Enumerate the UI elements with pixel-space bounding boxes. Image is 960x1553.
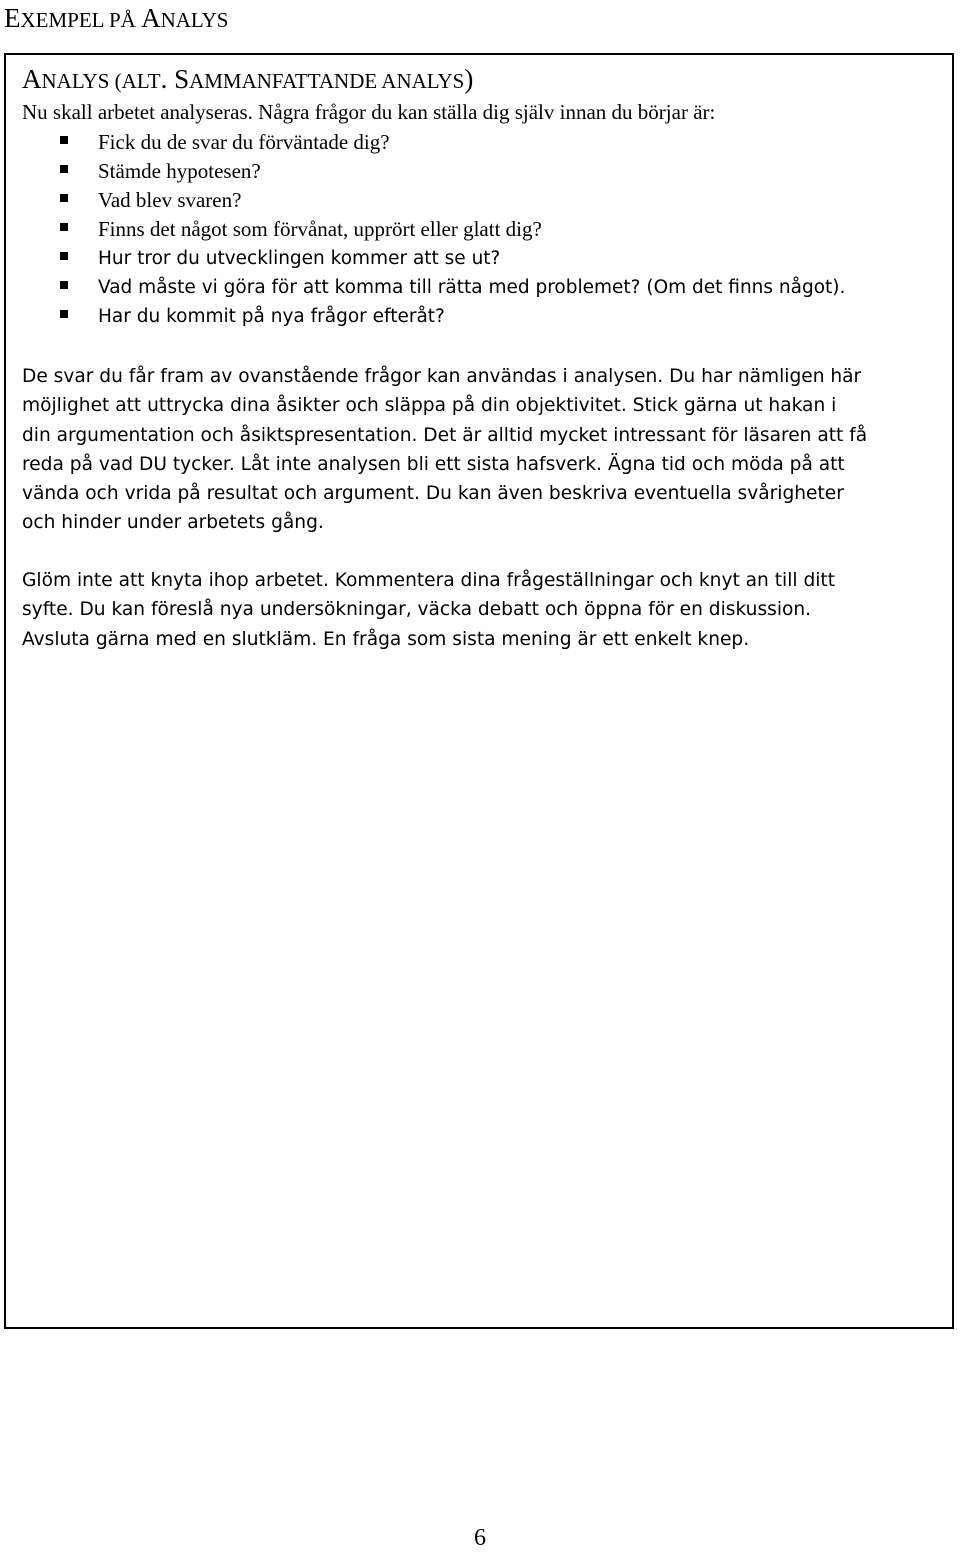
list-item-text: Vad blev svaren? [98,188,242,212]
square-bullet-icon [60,252,68,260]
paragraph-line: reda på vad DU tycker. Låt inte analysen bli ett sista hafsverk. Ägna tid och möda på att [22,453,845,475]
list-item-text: Hur tror du utvecklingen kommer att se ut? [98,248,501,269]
section-title-text-1: NALYS ( [41,69,122,93]
square-bullet-icon [60,136,68,144]
page-heading-text-2: NALYS [160,8,229,32]
section-title-alt: ALT [121,69,161,93]
intro-text: Nu skall arbetet analyseras. Några frågor du kan ställa dig själv innan du börjar är: [22,100,716,124]
list-item-text: Fick du de svar du förväntade dig? [98,130,390,154]
page-heading [4,3,228,35]
paragraph-line: Glöm inte att knyta ihop arbetet. Kommentera dina frågeställningar och knyt an till ditt [22,570,835,591]
section-title-cap-2: S [174,64,190,94]
page-number: 6 [474,1525,486,1551]
list-item-text: Stämde hypotesen? [98,159,261,183]
question-list [60,128,845,331]
square-bullet-icon [60,194,68,202]
paragraph-line: De svar du får fram av ovanstående frågor kan användas i analysen. Du har nämligen här [22,366,862,387]
section-title-dot: . [160,64,175,94]
paragraph-line: din argumentation och åsiktspresentation. Det är alltid mycket intressant för läsaren att få [22,424,868,446]
paragraph-conclusion [22,566,835,654]
page-heading-initial-e: E [4,3,21,33]
list-item [60,157,845,186]
list-item [60,244,845,273]
square-bullet-icon [60,281,68,289]
section-title [22,64,473,96]
list-item [60,273,845,302]
list-item [60,186,845,215]
section-title-text-2: AMMANFATTANDE ANALYS [189,69,465,93]
square-bullet-icon [60,165,68,173]
list-item [60,215,845,244]
paragraph-line: Avsluta gärna med en slutkläm. En fråga som sista mening är ett enkelt knep. [22,628,750,650]
section-title-cap-1: A [22,64,42,94]
page-heading-initial-a: A [141,3,161,33]
paragraph-line: syfte. Du kan föreslå nya undersökningar, väcka debatt och öppna för en diskussion. [22,599,812,621]
list-item [60,128,845,157]
paragraph-answers [22,362,867,538]
paragraph-line: vända och vrida på resultat och argument. Du kan även beskriva eventuella svårigheter [22,483,844,505]
square-bullet-icon [60,310,68,318]
list-item [60,302,845,331]
list-item-text: Finns det något som förvånat, upprört eller glatt dig? [98,217,542,241]
page-heading-text-1: XEMPEL PÅ [20,8,142,32]
paragraph-line: och hinder under arbetets gång. [22,512,324,534]
section-title-close: ) [464,64,474,94]
list-item-text: Vad måste vi göra för att komma till rätta med problemet? (Om det finns något). [98,277,846,298]
paragraph-line: möjlighet att uttrycka dina åsikter och släppa på din objektivitet. Stick gärna ut hakan i [22,395,837,417]
list-item-text: Har du kommit på nya frågor efteråt? [98,306,445,327]
square-bullet-icon [60,223,68,231]
